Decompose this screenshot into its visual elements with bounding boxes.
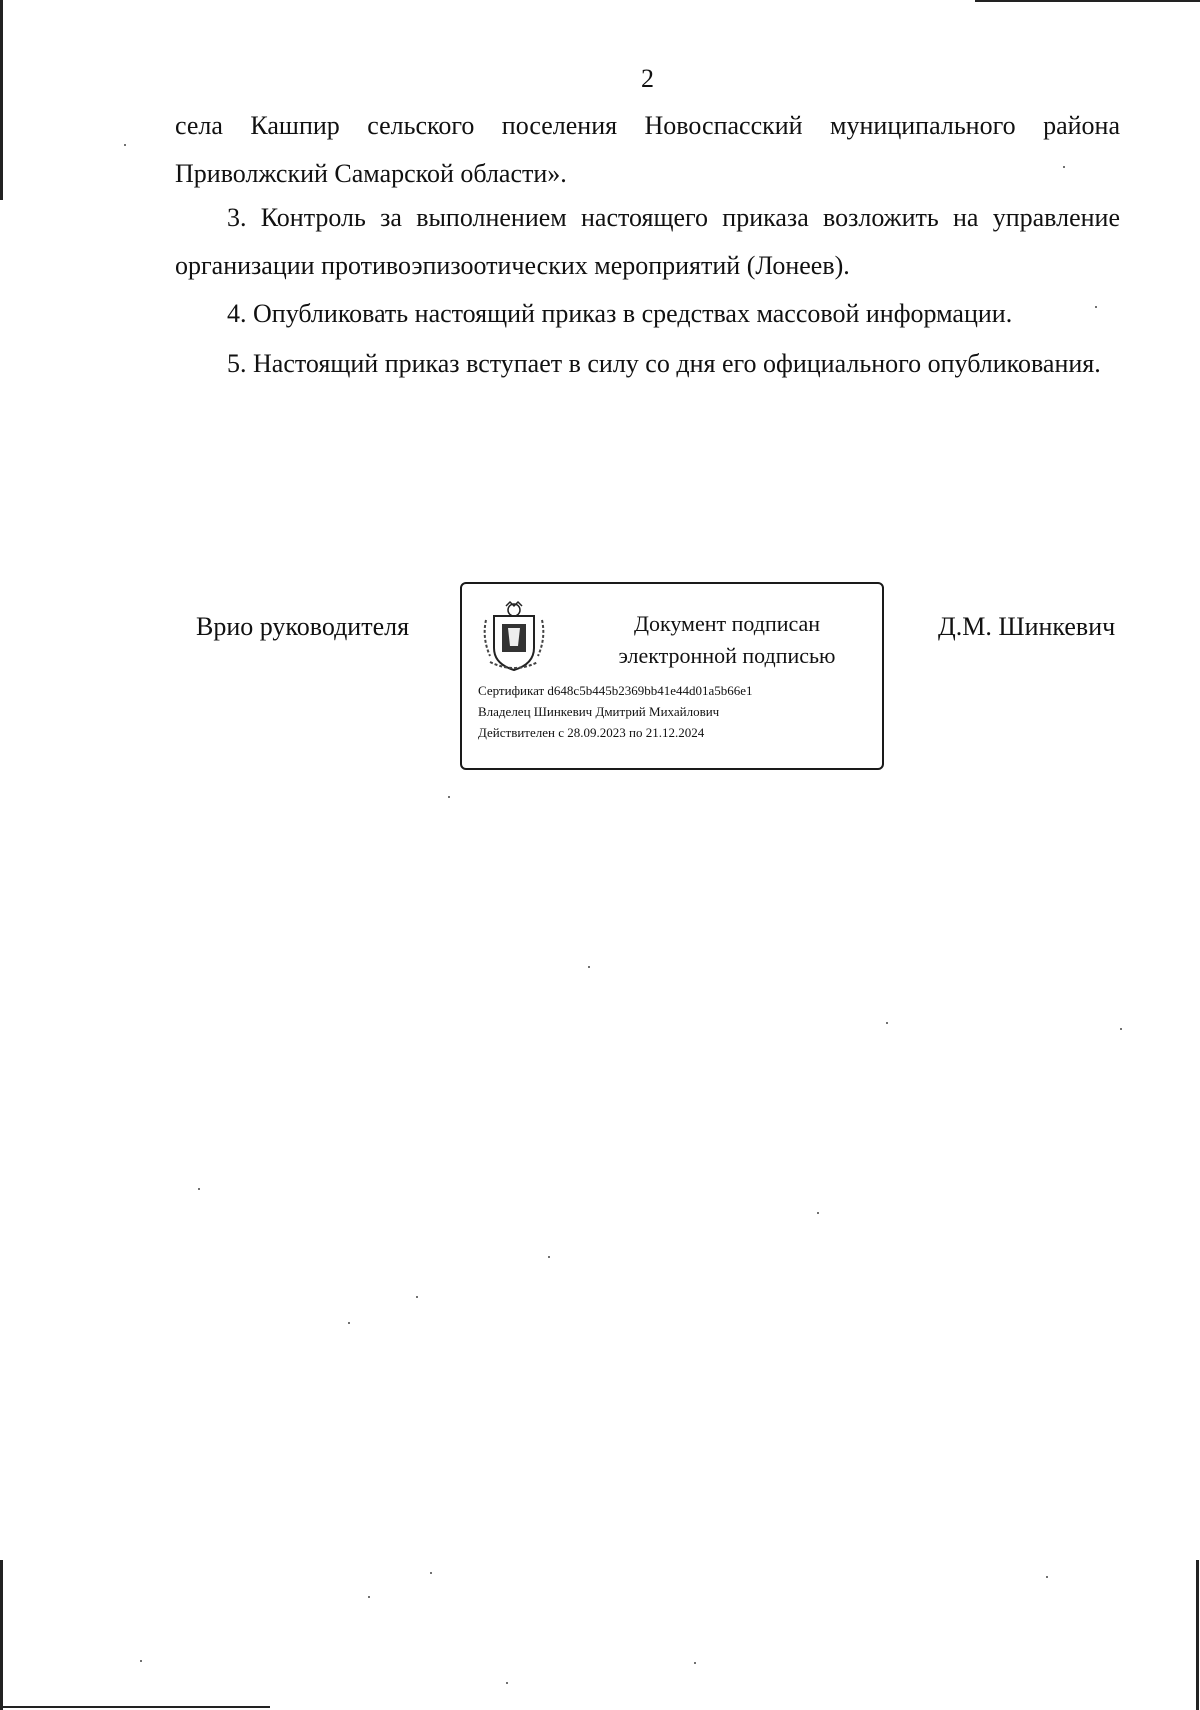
stamp-title-line-1: Документ подписан	[633, 611, 821, 636]
scan-speck	[548, 1256, 550, 1258]
scan-speck	[1063, 166, 1065, 168]
scan-speck	[368, 1596, 370, 1598]
scan-speck	[886, 1022, 888, 1024]
scan-speck	[694, 1662, 696, 1664]
scan-speck	[348, 1322, 350, 1324]
scan-speck	[124, 144, 126, 146]
paragraph-continuation: села Кашпир сельского поселения Новоспасский муниципального района Приволжский Самарской области».	[175, 111, 1120, 188]
scan-speck	[506, 1682, 508, 1684]
scan-speck	[817, 1212, 819, 1214]
stamp-title	[582, 608, 872, 672]
scan-speck	[1095, 306, 1097, 308]
scan-speck	[430, 1572, 432, 1574]
stamp-details	[478, 680, 753, 743]
paragraph-item-4: 4. Опубликовать настоящий приказ в средствах массовой информации.	[227, 299, 1013, 328]
scan-speck	[416, 1296, 418, 1298]
scan-edge-bottom-left	[0, 1706, 270, 1708]
scan-speck	[588, 966, 590, 968]
scan-speck	[198, 1188, 200, 1190]
scan-speck	[448, 796, 450, 798]
electronic-signature-stamp	[460, 582, 884, 770]
stamp-certificate: Сертификат d648c5b445b2369bb41e44d01a5b66e1	[478, 683, 753, 698]
stamp-validity: Действителен с 28.09.2023 по 21.12.2024	[478, 725, 705, 740]
scan-speck	[1046, 1576, 1048, 1578]
stamp-owner: Владелец Шинкевич Дмитрий Михайлович	[478, 704, 720, 719]
paragraph-item-5: 5. Настоящий приказ вступает в силу со дня его официального опубликования.	[227, 349, 1101, 378]
signatory-position: Врио руководителя	[196, 612, 410, 641]
scan-speck	[1120, 1028, 1122, 1030]
stamp-title-line-2: электронной подписью	[618, 643, 836, 668]
paragraph-item-3: 3. Контроль за выполнением настоящего приказа возложить на управление организации противоэпизоотических мероприятий (Лонеев).	[175, 203, 1120, 280]
scan-speck	[140, 1660, 142, 1662]
signatory-name: Д.М. Шинкевич	[938, 612, 1116, 641]
scan-edge-left-top	[0, 0, 3, 200]
coat-of-arms-icon	[480, 598, 548, 674]
scan-edge-left-bottom	[0, 1560, 3, 1710]
page-number: 2	[641, 64, 654, 93]
scan-edge-top-right	[975, 0, 1200, 2]
scan-edge-right-bottom	[1196, 1560, 1199, 1710]
